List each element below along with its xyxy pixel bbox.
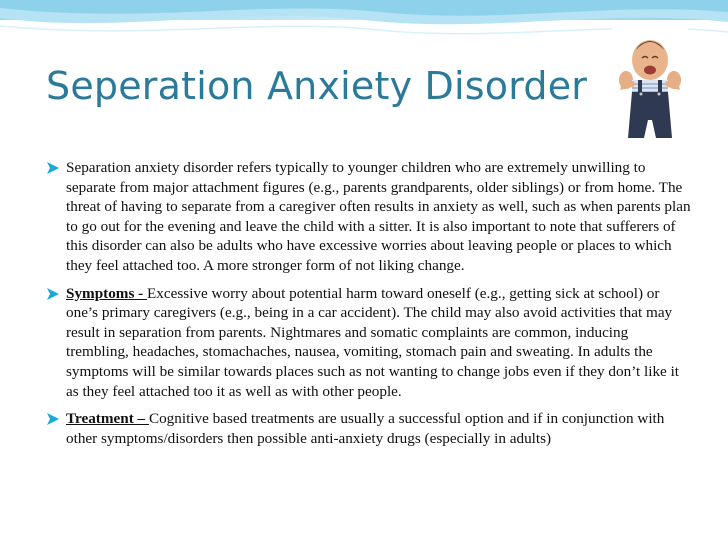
teal-arrow-bullet-icon [46,161,60,175]
crying-baby-photo [612,20,688,148]
bullet-lead-treatment: Treatment – [66,410,149,428]
bullet-list [46,158,692,456]
bullet-text: Excessive worry about potential harm toward oneself (e.g., getting sick at school) or one’s primary caregivers (e.g., being in a car accident). The child may also avoid activities that may result in separation from parents. Nightmares and somatic complaints are common, inducing trembling, headaches, stomachaches, nausea, vomiting, stomach pain and sweating. In adults the symptoms will be similar towards places such as not wanting to change jobs even if they don’t like it as they feel attached too it as well as with other people. [66,284,680,400]
slide-title: Seperation Anxiety Disorder [46,64,588,108]
bullet-text: Separation anxiety disorder refers typically to younger children who are extremely unwilling to separate from major attachment figures (e.g., parents grandparents, older siblings) or from home. The threat of having to separate from a caregiver often results in anxiety as well, such as when parents plan to go out for the evening and leave the child with a sitter. It is also important to note that sufferers of this disorder can also be adults who have excessive worries about leaving people or places to which they feel attached too. A more stronger form of not liking change. [66,159,691,274]
teal-arrow-bullet-icon [46,412,60,426]
bullet-symptoms [46,284,692,402]
bullet-text: Cognitive based treatments are usually a successful option and if in conjunction with other symptoms/disorders then possible anti-anxiety drugs (especially in adults) [66,410,665,447]
bullet-lead-symptoms: Symptoms - [66,284,148,302]
bullet-definition [46,158,692,276]
bullet-treatment [46,409,692,448]
teal-arrow-bullet-icon [46,287,60,301]
